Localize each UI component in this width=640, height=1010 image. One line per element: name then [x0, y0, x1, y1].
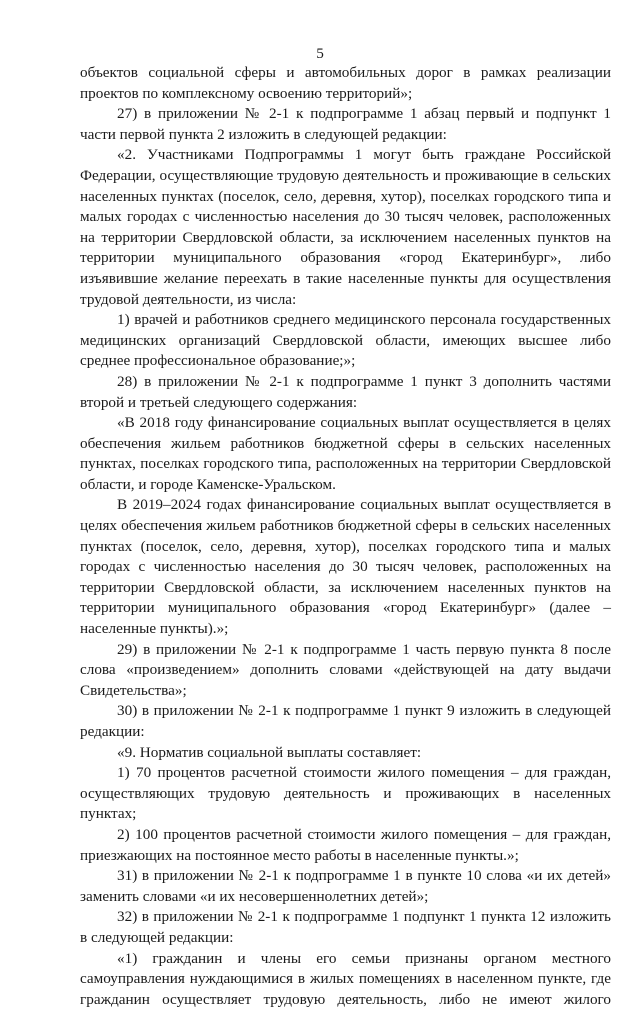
paragraph: 2) 100 процентов расчетной стоимости жилого помещения – для граждан, приезжающих на постоянное место работы в населенные пункты.»; [80, 825, 611, 864]
paragraph: 1) врачей и работников среднего медицинского персонала государственных медицинских организаций Свердловской области, имеющих высшее либо среднее профессиональное образование;»; [80, 311, 611, 370]
paragraph: «2. Участниками Подпрограммы 1 могут быть граждане Российской Федерации, осуществляющие трудовую деятельность и проживающие в сельских населенных пунктах (поселок, село, деревня, хутор), поселках городского типа и малых городах с численностью населения до 30 тысяч человек, расположенных на территории Свердловской области, за исключением населенных пунктов на территории муниципального образования «город Екатеринбург», либо изъявившие желание переехать в такие населенные пункты для осуществления трудовой деятельности, из числа: [80, 146, 611, 308]
paragraph: 28) в приложении № 2-1 к подпрограмме 1 пункт 3 дополнить частями второй и третьей следующего содержания: [80, 372, 611, 411]
paragraph: В 2019–2024 годах финансирование социальных выплат осуществляется в целях обеспечения жильем работников бюджетной сферы в сельских населенных пунктах (поселок, село, деревня, хутор), поселках городского типа и малых городах с численностью населения до 30 тысяч человек, расположенных на территории Свердловской области, за исключением населенных пунктов на территории муниципального образования «город Екатеринбург» (далее – населенные пункты).»; [80, 496, 611, 638]
paragraph: «В 2018 году финансирование социальных выплат осуществляется в целях обеспечения жильем работников бюджетной сферы в сельских населенных пунктах, поселках городского типа, расположенных на территории Свердловской области, и городе Каменске-Уральском. [80, 414, 611, 493]
page-number: 5 [316, 45, 324, 62]
paragraph: 31) в приложении № 2-1 к подпрограмме 1 в пункте 10 слова «и их детей» заменить словами «и их несовершеннолетних детей»; [80, 867, 611, 905]
paragraph: «1) гражданин и члены его семьи признаны органом местного самоуправления нуждающимися в жилых помещениях в населенном пункте, где гражданин осуществляет трудовую деятельность, либо не имеют жилого [80, 949, 611, 1008]
paragraph: объектов социальной сферы и автомобильных дорог в рамках реализации проектов по комплексному освоению территорий»; [80, 64, 611, 102]
paragraph: 27) в приложении № 2-1 к подпрограмме 1 абзац первый и подпункт 1 части первой пункта 2 изложить в следующей редакции: [80, 105, 611, 143]
paragraph: 32) в приложении № 2-1 к подпрограмме 1 подпункт 1 пункта 12 изложить в следующей редакции: [80, 908, 611, 946]
paragraph: «9. Норматив социальной выплаты составляет: [117, 743, 422, 761]
document-body [80, 63, 611, 1010]
paragraph: 1) 70 процентов расчетной стоимости жилого помещения – для граждан, осуществляющих трудовую деятельность и проживающих в населенных пунктах; [80, 764, 611, 823]
paragraph: 30) в приложении № 2-1 к подпрограмме 1 пункт 9 изложить в следующей редакции: [80, 702, 611, 740]
paragraph: 29) в приложении № 2-1 к подпрограмме 1 часть первую пункта 8 после слова «произведением» дополнить словами «действующей на дату выдачи Свидетельства»; [80, 640, 611, 699]
